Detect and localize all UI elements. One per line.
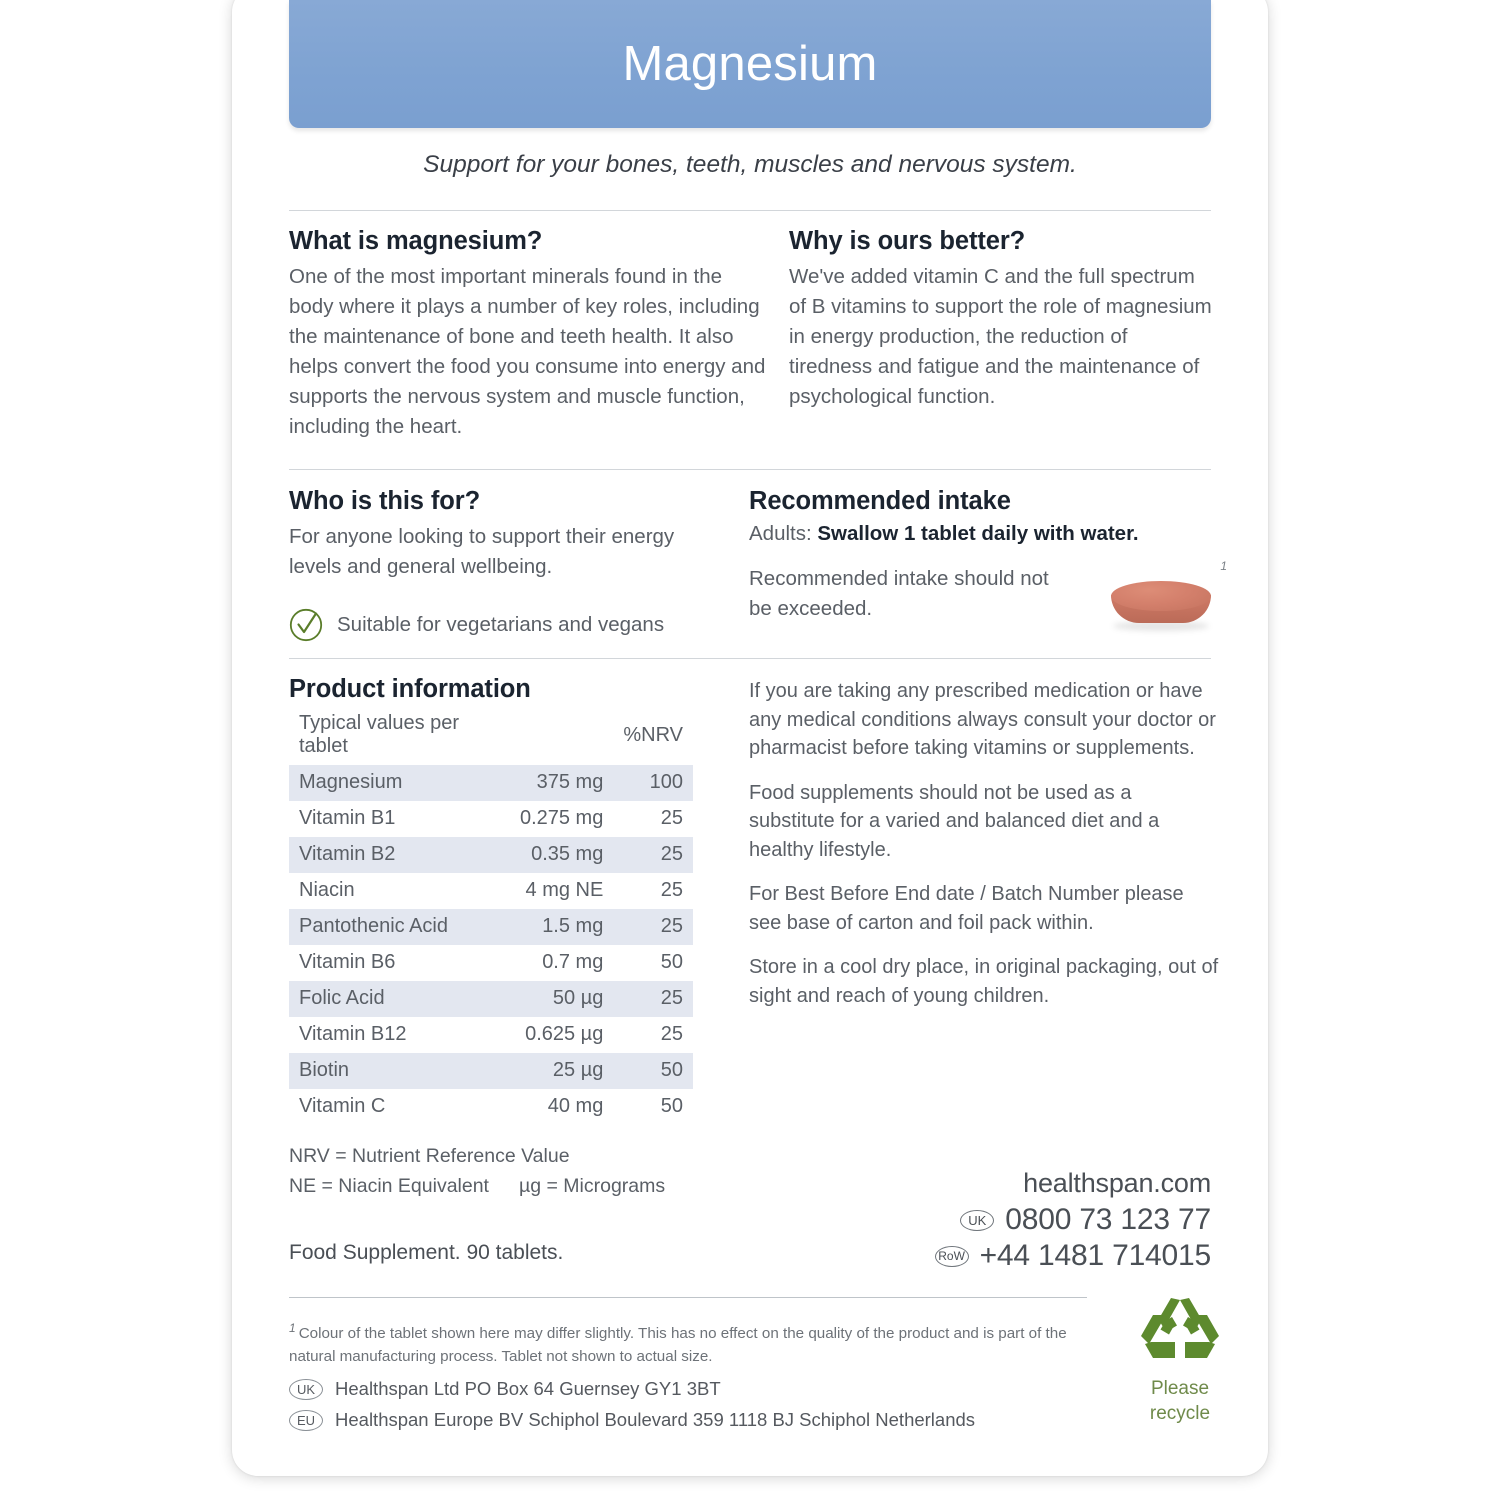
column-header-nrv: %NRV xyxy=(623,723,683,746)
tablet-footnote-marker: 1 xyxy=(1220,559,1227,573)
label-card xyxy=(232,0,1268,1476)
row-phone-row xyxy=(935,1239,1211,1273)
divider-top xyxy=(289,210,1211,211)
nutrient-amount: 0.275 mg xyxy=(519,807,604,829)
section-heading-what: What is magnesium? xyxy=(289,227,543,255)
section-heading-who: Who is this for? xyxy=(289,487,481,515)
suitable-for-vegetarians-row xyxy=(289,608,719,642)
nutrient-nrv: 25 xyxy=(660,843,683,865)
divider-lower xyxy=(289,658,1211,659)
tablet-pill-shape xyxy=(1111,581,1211,625)
nutrient-amount: 0.625 µg xyxy=(525,1023,604,1045)
footnote-marker: 1 xyxy=(289,1321,296,1335)
table-row xyxy=(289,873,693,909)
recycle-label-line1: Please xyxy=(1150,1378,1210,1399)
uk-phone-number[interactable]: 0800 73 123 77 xyxy=(1005,1203,1211,1236)
nutrient-nrv: 100 xyxy=(649,771,683,793)
footnote-text: Colour of the tablet shown here may differ slightly. This has no effect on the quality of the product and is part of the natural manufacturing process. Tablet not shown to actual size. xyxy=(289,1325,1067,1366)
check-circle-icon xyxy=(289,608,323,642)
region-badge-icon: EU xyxy=(289,1410,323,1431)
nutrient-amount: 0.35 mg xyxy=(531,843,604,865)
recycle-label-line2: recycle xyxy=(1149,1403,1211,1424)
nutrition-notes xyxy=(289,1141,693,1201)
nutrient-nrv: 25 xyxy=(660,1023,683,1045)
tablet-image xyxy=(1107,559,1227,631)
nutrition-table-head xyxy=(289,708,693,765)
nutrient-nrv: 25 xyxy=(660,987,683,1009)
column-header-amount xyxy=(510,708,613,765)
address-row xyxy=(289,1378,1189,1400)
nutrient-nrv: 50 xyxy=(660,1059,683,1081)
note-ne: NE = Niacin Equivalent xyxy=(289,1175,489,1197)
table-row xyxy=(289,1053,693,1089)
nutrient-nrv: 50 xyxy=(660,951,683,973)
section-body-why: We've added vitamin C and the full spectrum of B vitamins to support the role of magnesium in energy production, the reduction of tiredness and fatigue and the maintenance of psychological function. xyxy=(789,265,1212,408)
nutrient-nrv: 25 xyxy=(660,915,683,937)
table-row xyxy=(289,909,693,945)
table-row xyxy=(289,945,693,981)
note-abbreviations xyxy=(289,1171,693,1201)
section-why-ours-better xyxy=(789,227,1214,412)
column-header-name: Typical values per tablet xyxy=(299,712,460,757)
nutrient-name: Vitamin B1 xyxy=(299,807,396,829)
nutrient-name: Vitamin B6 xyxy=(299,951,396,973)
nutrient-nrv: 25 xyxy=(660,879,683,901)
nutrient-amount: 375 mg xyxy=(536,771,604,793)
suitable-label: Suitable for vegetarians and vegans xyxy=(337,613,665,636)
table-row xyxy=(289,1089,693,1125)
nutrient-name: Vitamin B2 xyxy=(299,843,396,865)
address-row xyxy=(289,1409,1189,1431)
advisory-paragraph: If you are taking any prescribed medication or have any medical conditions always consult your doctor or pharmacist before taking vitamins or supplements. xyxy=(749,680,1216,759)
nutrient-amount: 40 mg xyxy=(547,1095,604,1117)
section-body-who: For anyone looking to support their energy levels and general wellbeing. xyxy=(289,525,675,578)
nutrient-name: Vitamin B12 xyxy=(299,1023,407,1045)
section-body-what: One of the most important minerals found in the body where it plays a number of key roles, including the maintenance of bone and teeth health. It also helps convert the food you consume into energy and supports the nervous system and muscle function, including the heart. xyxy=(289,265,766,438)
nutrient-amount: 50 µg xyxy=(552,987,604,1009)
section-what-is-magnesium xyxy=(289,227,767,442)
nutrient-amount: 1.5 mg xyxy=(542,915,604,937)
divider-footer xyxy=(289,1297,1087,1298)
intake-note: Recommended intake should not be exceeded. xyxy=(749,567,1049,620)
row-badge-icon: RoW xyxy=(935,1246,969,1267)
nutrient-amount: 0.7 mg xyxy=(542,951,604,973)
note-nrv: NRV = Nutrient Reference Value xyxy=(289,1145,570,1167)
advisory-paragraph: Store in a cool dry place, in original packaging, out of sight and reach of young children. xyxy=(749,956,1219,1007)
nutrient-nrv: 25 xyxy=(660,807,683,829)
tablet-colour-footnote xyxy=(289,1317,1089,1368)
table-row xyxy=(289,801,693,837)
intake-adults-instruction: Swallow 1 tablet daily with water. xyxy=(817,522,1139,545)
page-title: Magnesium xyxy=(622,37,878,91)
contact-block xyxy=(935,1168,1211,1275)
nutrient-name: Pantothenic Acid xyxy=(299,915,448,937)
region-badge-icon: UK xyxy=(289,1379,323,1400)
table-row xyxy=(289,1017,693,1053)
section-heading-intake: Recommended intake xyxy=(749,487,1011,515)
nutrition-table xyxy=(289,708,693,1125)
intake-adults-prefix: Adults: xyxy=(749,522,818,545)
section-heading-product-information: Product information xyxy=(289,675,531,703)
table-row xyxy=(289,765,693,801)
address-text: Healthspan Ltd PO Box 64 Guernsey GY1 3BT xyxy=(335,1378,721,1399)
nutrient-name: Niacin xyxy=(299,879,355,901)
nutrient-name: Vitamin C xyxy=(299,1095,386,1117)
row-phone-number[interactable]: +44 1481 714015 xyxy=(979,1239,1211,1272)
supplement-count-label: Food Supplement. 90 tablets. xyxy=(289,1241,564,1264)
table-row xyxy=(289,837,693,873)
advisory-block xyxy=(749,677,1219,1026)
section-recommended-intake xyxy=(749,487,1227,624)
advisory-paragraph: Food supplements should not be used as a substitute for a varied and balanced diet and a healthy lifestyle. xyxy=(749,781,1160,861)
nutrient-name: Folic Acid xyxy=(299,987,385,1009)
uk-badge-icon: UK xyxy=(960,1210,994,1231)
address-text: Healthspan Europe BV Schiphol Boulevard 359 1118 BJ Schiphol Netherlands xyxy=(335,1409,976,1430)
section-heading-why: Why is ours better? xyxy=(789,227,1026,255)
recycle-block xyxy=(1110,1296,1250,1426)
recycle-label xyxy=(1110,1376,1250,1426)
website-link[interactable]: healthspan.com xyxy=(1023,1168,1211,1198)
nutrient-amount: 25 µg xyxy=(552,1059,604,1081)
nutrient-nrv: 50 xyxy=(660,1095,683,1117)
table-header-row xyxy=(289,708,693,765)
nutrient-amount: 4 mg NE xyxy=(525,879,604,901)
nutrient-name: Biotin xyxy=(299,1059,350,1081)
advisory-paragraph: For Best Before End date / Batch Number please see base of carton and foil pack within. xyxy=(749,883,1184,934)
product-information-block xyxy=(289,675,693,1201)
recycle-icon xyxy=(1110,1296,1250,1372)
company-addresses xyxy=(289,1378,1189,1440)
divider-middle xyxy=(289,469,1211,470)
nutrient-name: Magnesium xyxy=(299,771,403,793)
product-subtitle: Support for your bones, teeth, muscles and nervous system. xyxy=(423,151,1077,178)
note-ug: µg = Micrograms xyxy=(518,1175,666,1197)
section-who-is-this-for xyxy=(289,487,719,642)
nutrition-table-body xyxy=(289,765,693,1125)
table-row xyxy=(289,981,693,1017)
product-header-banner xyxy=(289,0,1211,128)
intake-adults-line xyxy=(749,522,1219,546)
uk-phone-row xyxy=(935,1203,1211,1237)
